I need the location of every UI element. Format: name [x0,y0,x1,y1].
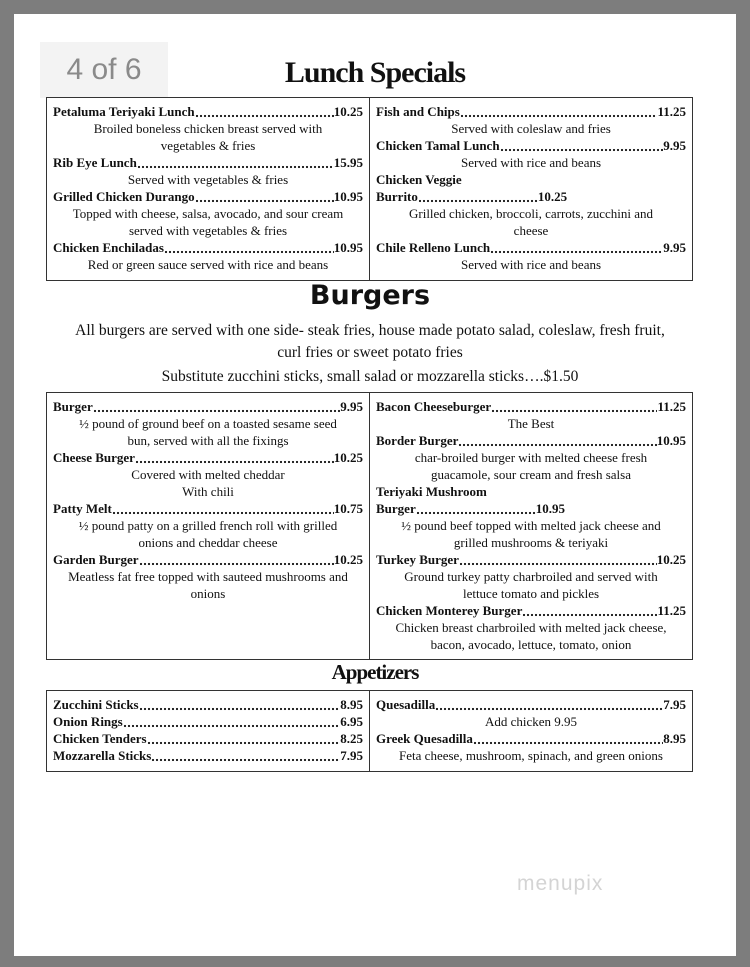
menu-column [369,691,692,771]
menu-item [376,103,686,120]
burgers-intro-line: All burgers are served with one side- steak fries, house made potato salad, coleslaw, fresh fruit, [75,322,665,339]
item-price: 10.25 [333,552,363,567]
burgers-intro-line: curl fries or sweet potato fries [277,344,463,361]
menu-item [53,747,363,764]
menu-item [376,551,686,568]
lunch-specials-title: Lunch Specials [284,56,466,89]
item-name: Cheese Burger [53,450,135,465]
menu-item [53,696,363,713]
menu-item [376,432,686,449]
item-description: With chili [182,484,234,499]
item-price: 9.95 [340,399,363,414]
item-name: Patty Melt [53,501,112,516]
item-description: vegetables & fries [160,138,256,153]
item-name: Chile Relleno Lunch [376,240,491,255]
item-description: The Best [507,416,555,431]
leader-dots [460,103,658,120]
item-description: Served with vegetables & fries [127,172,289,187]
item-description: Add chicken 9.95 [484,714,578,729]
item-price: 9.95 [663,138,686,153]
item-description: grilled mushrooms & teriyaki [453,535,609,550]
menu-column [369,98,692,280]
lunch-specials-table [46,97,693,281]
item-description: ½ pound beef topped with melted jack cheese and [401,518,661,533]
item-name: Fish and Chips [376,104,460,119]
item-description: cheese [513,223,549,238]
item-name: Bacon Cheeseburger [376,399,492,414]
item-price: 7.95 [340,748,363,763]
item-name: Burrito [376,189,418,204]
burgers-intro-line: Substitute zucchini sticks, small salad or mozzarella sticks….$1.50 [161,368,579,385]
item-name: Chicken Tamal Lunch [376,138,500,153]
leader-dots [139,551,334,568]
menu-item [376,500,686,517]
leader-dots [435,696,663,713]
menu-item [53,398,363,415]
menu-item [376,239,686,256]
menu-column [47,98,369,280]
item-description: served with vegetables & fries [128,223,288,238]
leader-dots [93,398,341,415]
item-price: 10.25 [656,552,686,567]
menu-item [376,730,686,747]
item-price: 8.25 [340,731,363,746]
leader-dots [459,551,657,568]
item-description: guacamole, sour cream and fresh salsa [431,467,631,482]
leader-dots [151,747,340,764]
leader-dots [195,103,334,120]
item-price: 8.95 [340,697,363,712]
item-name: Quesadilla [376,697,436,712]
leader-dots [416,500,536,517]
menu-item [376,696,686,713]
leader-dots [137,154,334,171]
item-name: Chicken Enchiladas [53,240,164,255]
leader-dots [123,713,341,730]
item-description: Red or green sauce served with rice and beans [87,257,329,272]
item-description: Feta cheese, mushroom, spinach, and green onions [399,748,663,763]
menu-column [47,691,369,771]
menu-item [53,713,363,730]
leader-dots [490,239,663,256]
item-description: Chicken breast charbroiled with melted jack cheese, [395,620,667,635]
menu-item [376,137,686,154]
item-price: 10.95 [333,240,363,255]
item-name: Petaluma Teriyaki Lunch [53,104,195,119]
menu-item [376,602,686,619]
menu-item [53,188,363,205]
burgers-intro [0,320,740,388]
item-price: 10.25 [333,104,363,119]
leader-dots [491,398,657,415]
item-price: 6.95 [340,714,363,729]
leader-dots [112,500,334,517]
item-name: Chicken Monterey Burger [376,603,523,618]
item-name: Grilled Chicken Durango [53,189,195,204]
item-name-line: Teriyaki Mushroom [376,484,487,499]
item-price: 9.95 [663,240,686,255]
item-name: Greek Quesadilla [376,731,473,746]
item-description: char-broiled burger with melted cheese fresh [414,450,648,465]
burgers-table [46,392,693,660]
appetizers-title: Appetizers [331,660,419,684]
item-name: Burger [376,501,416,516]
menu-item [376,398,686,415]
item-name-line: Chicken Veggie [376,172,462,187]
item-name: Garden Burger [53,552,139,567]
item-description: Covered with melted cheddar [131,467,285,482]
menu-item [53,103,363,120]
item-price: 10.25 [333,450,363,465]
leader-dots [195,188,334,205]
item-price: 15.95 [333,155,363,170]
menu-item [53,449,363,466]
leader-dots [458,432,656,449]
page-indicator: 4 of 6 [40,42,168,98]
item-price: 10.25 [537,189,568,204]
item-price: 10.95 [333,189,363,204]
menu-item [53,154,363,171]
item-description: Grilled chicken, broccoli, carrots, zucchini and [408,206,653,221]
item-description: Ground turkey patty charbroiled and served with [404,569,658,584]
item-description: bacon, avocado, lettuce, tomato, onion [430,637,632,652]
item-name: Mozzarella Sticks [53,748,152,763]
item-description: ½ pound of ground beef on a toasted sesame seed [79,416,337,431]
leader-dots [135,449,334,466]
item-name: Zucchini Sticks [53,697,139,712]
menu-column [369,393,692,659]
leader-dots [522,602,657,619]
leader-dots [164,239,334,256]
item-price: 10.95 [656,433,686,448]
item-price: 11.25 [657,104,686,119]
item-name: Rib Eye Lunch [53,155,137,170]
item-price: 8.95 [663,731,686,746]
item-name: Chicken Tenders [53,731,147,746]
item-name: Onion Rings [53,714,123,729]
item-description: lettuce tomato and pickles [462,586,600,601]
item-description: Served with rice and beans [460,155,602,170]
item-name: Border Burger [376,433,459,448]
appetizers-table [46,690,693,772]
menu-item [53,239,363,256]
item-price: 7.95 [663,697,686,712]
item-price: 11.25 [657,603,686,618]
item-name: Burger [53,399,93,414]
item-description: Meatless fat free topped with sauteed mushrooms and [68,569,348,584]
item-price: 10.75 [333,501,363,516]
item-description: onions [190,586,226,601]
leader-dots [500,137,664,154]
burgers-title: Burgers [309,280,431,311]
menu-item [376,188,686,205]
menu-column [47,393,369,659]
item-description: bun, served with all the fixings [127,433,289,448]
item-description: Topped with cheese, salsa, avocado, and sour cream [72,206,344,221]
leader-dots [139,696,341,713]
item-description: Broiled boneless chicken breast served with [93,121,323,136]
menupix-watermark: menupix [517,872,604,895]
item-price: 10.95 [535,501,565,516]
item-description: Served with rice and beans [460,257,602,272]
item-name: Turkey Burger [376,552,459,567]
leader-dots [147,730,341,747]
item-description: onions and cheddar cheese [138,535,278,550]
item-description: ½ pound patty on a grilled french roll with grilled [78,518,338,533]
leader-dots [418,188,538,205]
item-price: 11.25 [657,399,686,414]
leader-dots [473,730,663,747]
menu-item [53,551,363,568]
menu-item [53,730,363,747]
menu-item [53,500,363,517]
item-description: Served with coleslaw and fries [451,121,611,136]
